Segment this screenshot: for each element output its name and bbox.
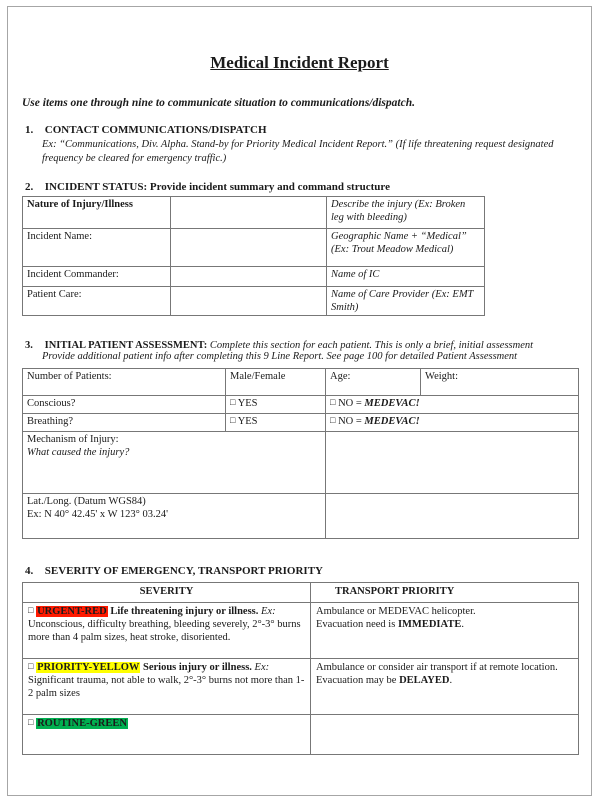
patient-assessment-table <box>22 368 579 539</box>
section-2-number: 2. <box>25 180 34 193</box>
priority-yellow-transport-cell <box>311 658 579 714</box>
routine-green-row <box>23 714 579 754</box>
urgent-red-checkbox[interactable]: □ <box>28 604 34 615</box>
lat-long-example: Ex: N 40° 42.45' x W 123° 03.24' <box>27 509 169 521</box>
conscious-no-checkbox[interactable]: □ <box>330 396 336 407</box>
urgent-transport-line2: Evacuation need is <box>316 619 398 631</box>
incident-commander-input[interactable] <box>171 266 327 286</box>
conscious-label: Conscious? <box>23 395 226 413</box>
priority-yellow-checkbox[interactable]: □ <box>28 660 34 671</box>
lat-long-label: Lat./Long. (Datum WGS84) <box>27 495 146 507</box>
section-1-title: CONTACT COMMUNICATIONS/DISPATCH <box>44 124 267 136</box>
breathing-yes-cell <box>226 413 326 431</box>
table-row <box>23 196 485 228</box>
section-4-heading <box>25 565 577 577</box>
age-label: Age: <box>326 368 421 395</box>
section-4-title: SEVERITY OF EMERGENCY, TRANSPORT PRIORITY <box>44 564 323 577</box>
patient-care-label: Patient Care: <box>23 286 171 315</box>
transport-priority-column-header: TRANSPORT PRIORITY <box>311 582 579 602</box>
table-row <box>23 493 579 538</box>
lat-long-cell <box>23 493 326 538</box>
priority-yellow-tag: PRIORITY-YELLOW <box>37 661 140 673</box>
table-row <box>23 431 579 493</box>
mechanism-of-injury-hint: What caused the injury? <box>27 447 130 459</box>
nature-of-injury-label: Nature of Injury/Illness <box>23 196 171 228</box>
incident-name-input[interactable] <box>171 228 327 266</box>
intro-instruction: Use items one through nine to communicate situation to communications/dispatch. <box>22 97 415 109</box>
urgent-red-transport-cell <box>311 602 579 658</box>
mechanism-of-injury-label: Mechanism of Injury: <box>27 433 119 445</box>
mechanism-of-injury-cell <box>23 431 326 493</box>
section-2-title: INCIDENT STATUS: Provide incident summary and command structure <box>44 180 390 193</box>
breathing-medevac-label: MEDEVAC! <box>364 415 420 427</box>
routine-green-severity-cell <box>23 714 311 754</box>
section-2-heading <box>25 181 577 193</box>
breathing-label: Breathing? <box>23 413 226 431</box>
male-female-label: Male/Female <box>226 368 326 395</box>
breathing-no-cell <box>326 413 579 431</box>
conscious-no-label: NO = <box>338 397 365 409</box>
section-3-title: INITIAL PATIENT ASSESSMENT: <box>44 339 208 351</box>
mechanism-of-injury-input[interactable] <box>326 431 579 493</box>
breathing-no-label: NO = <box>338 415 365 427</box>
document-title: Medical Incident Report <box>210 53 389 72</box>
table-row <box>23 286 485 315</box>
breathing-yes-checkbox[interactable]: □ <box>230 414 236 425</box>
severity-transport-table <box>22 582 579 755</box>
section-1-heading <box>25 124 577 136</box>
table-row <box>23 395 579 413</box>
section-4-number: 4. <box>25 564 34 577</box>
incident-name-label: Incident Name: <box>23 228 171 266</box>
section-1-example-text: Ex: “Communications, Div. Alpha. Stand-by for Priority Medical Incident Report.” (If life threatening request designated frequency be cleared for emergency traffic.) <box>42 139 554 164</box>
incident-name-hint: Geographic Name + “Medical” (Ex: Trout Meadow Medical) <box>327 228 485 266</box>
patient-care-hint: Name of Care Provider (Ex: EMT Smith) <box>327 286 485 315</box>
conscious-yes-cell <box>226 395 326 413</box>
nature-of-injury-input[interactable] <box>171 196 327 228</box>
breathing-no-checkbox[interactable]: □ <box>330 414 336 425</box>
urgent-transport-line1: Ambulance or MEDEVAC helicopter. <box>316 605 476 617</box>
conscious-yes-checkbox[interactable]: □ <box>230 396 236 407</box>
routine-green-checkbox[interactable]: □ <box>28 716 34 727</box>
breathing-yes-label: YES <box>237 415 258 427</box>
section-3-number: 3. <box>25 339 33 351</box>
table-row <box>23 228 485 266</box>
table-row <box>23 413 579 431</box>
urgent-red-row <box>23 602 579 658</box>
priority-yellow-severity-cell <box>23 658 311 714</box>
routine-green-tag: ROUTINE-GREEN <box>37 717 127 729</box>
priority-transport-text: Ambulance or consider air transport if at remote location. Evacuation may be <box>316 661 558 687</box>
urgent-red-bold-text: Life threatening injury or illness. <box>110 605 259 617</box>
urgent-red-severity-cell <box>23 602 311 658</box>
urgent-transport-immediate: IMMEDIATE <box>397 619 462 631</box>
lat-long-input[interactable] <box>326 493 579 538</box>
table-row <box>23 368 579 395</box>
incident-status-table <box>22 196 485 316</box>
section-1-number: 1. <box>25 124 34 136</box>
document-page <box>7 6 592 796</box>
section-3-subtitle-line2: Provide additional patient info after completing this 9 Line Report. See page 100 for detailed Patient Assessment <box>42 350 518 362</box>
weight-label: Weight: <box>421 368 579 395</box>
incident-commander-hint: Name of IC <box>327 266 485 286</box>
priority-yellow-bold-text: Serious injury or illness. <box>143 661 252 673</box>
section-3-heading <box>25 340 577 351</box>
severity-column-header: SEVERITY <box>23 582 311 602</box>
nature-of-injury-hint: Describe the injury (Ex: Broken leg with bleeding) <box>327 196 485 228</box>
priority-yellow-row <box>23 658 579 714</box>
conscious-yes-label: YES <box>237 397 258 409</box>
patient-care-input[interactable] <box>171 286 327 315</box>
urgent-red-tag: URGENT-RED <box>37 605 107 617</box>
conscious-no-cell <box>326 395 579 413</box>
section-3-subtitle: Complete this section for each patient. This is only a brief, initial assessment <box>209 339 534 351</box>
urgent-red-description: Unconscious, difficulty breathing, bleeding severely, 2°-3° burns more than 4 palm sizes, heat stroke, disoriented. <box>28 619 301 644</box>
priority-transport-delayed: DELAYED <box>399 675 450 687</box>
urgent-red-ex-label: Ex: <box>261 605 276 617</box>
priority-transport-period: . <box>449 675 453 687</box>
conscious-medevac-label: MEDEVAC! <box>364 397 420 409</box>
incident-commander-label: Incident Commander: <box>23 266 171 286</box>
number-of-patients-label: Number of Patients: <box>23 368 226 395</box>
priority-yellow-ex-label: Ex: <box>254 661 270 673</box>
table-row <box>23 266 485 286</box>
priority-yellow-description: Significant trauma, not able to walk, 2°-3° burns not more than 1-2 palm sizes <box>28 675 305 700</box>
urgent-transport-period: . <box>461 619 464 631</box>
routine-green-transport-cell <box>311 714 579 754</box>
table-header-row <box>23 582 579 602</box>
